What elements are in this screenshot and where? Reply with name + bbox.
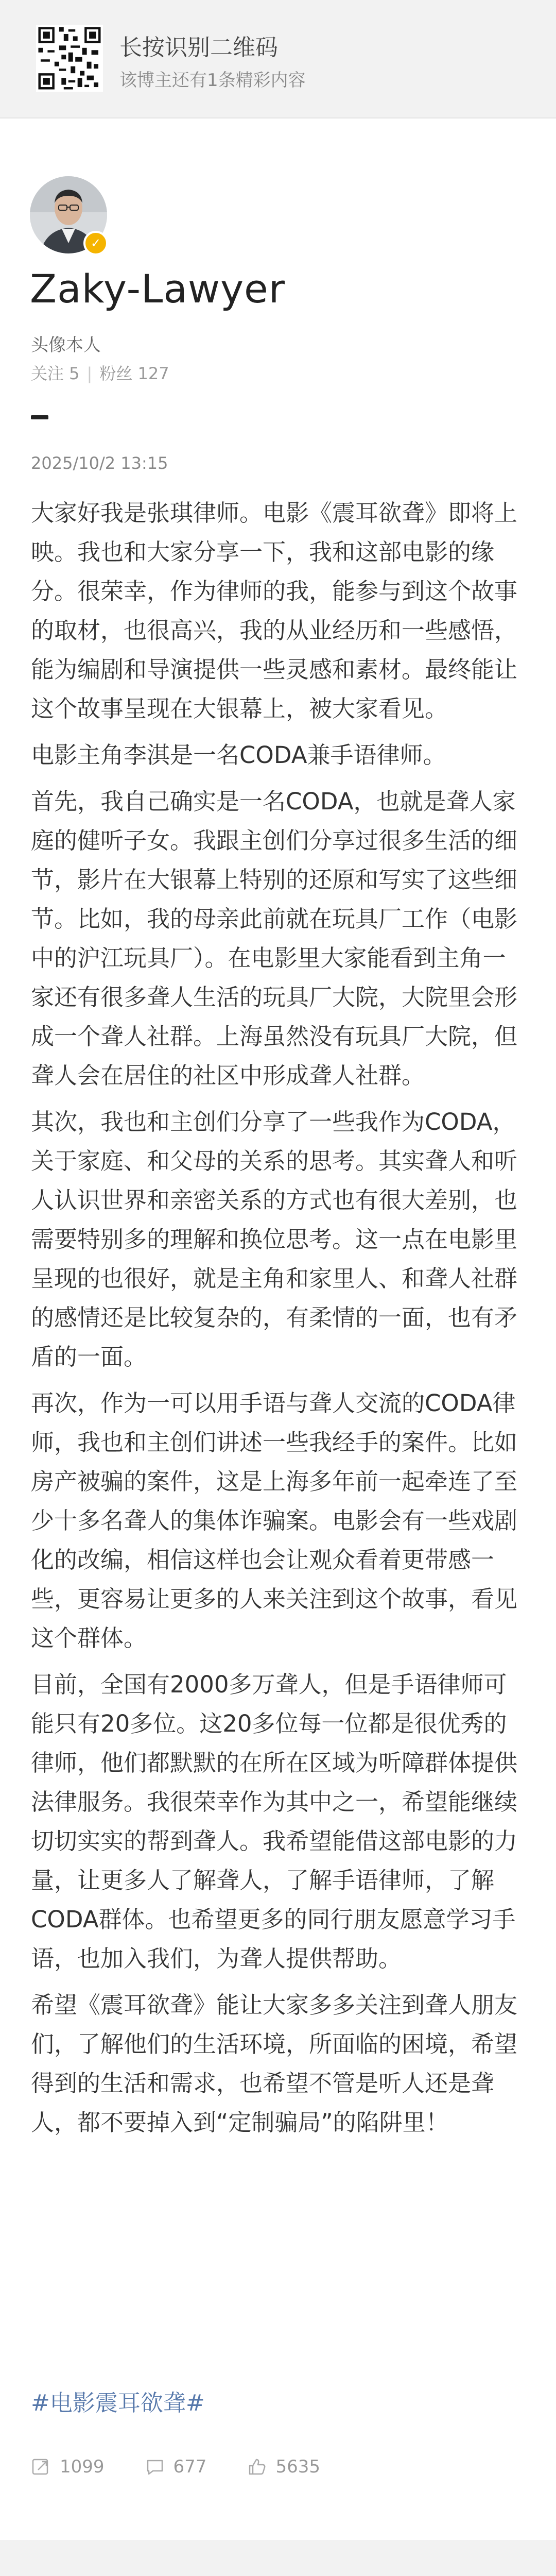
paragraph: 电影主角李淇是一名CODA兼手语律师。 — [31, 741, 446, 769]
like-button[interactable] — [247, 2456, 320, 2477]
post-card — [0, 118, 556, 2540]
username[interactable]: Zaky-Lawyer — [30, 266, 286, 312]
paragraph: 再次，作为一可以用手语与聋人交流的CODA律师，我也和主创们讲述一些我经手的案件。比如房产被骗的案件，这是上海多年前一起牵连了至少十多名聋人的集体诈骗案。电影会有一些戏剧化的改编，相信这样也会让观众看着更带感一些，更容易让更多的人来关注到这个故事，看见这个群体。 — [31, 1389, 518, 1652]
stats-separator: | — [86, 364, 93, 383]
qr-code-icon — [36, 25, 103, 92]
banner-subtitle: 该博主还有1条精彩内容 — [119, 70, 306, 91]
repost-icon — [31, 2456, 51, 2477]
follow-count[interactable]: 关注 5 — [31, 364, 80, 383]
paragraph: 首先，我自己确实是一名CODA，也就是聋人家庭的健听子女。我跟主创们分享过很多生活的细节，影片在大银幕上特别的还原和写实了这些细节。比如，我的母亲此前就在玩具厂工作（电影中的沪江玩具厂）。在电影里大家能看到主角一家还有很多聋人生活的玩具厂大院，大院里会形成一个聋人社群。上海虽然没有玩具厂大院，但聋人会在居住的社区中形成聋人社群。 — [31, 788, 518, 1089]
qr-banner[interactable] — [0, 0, 556, 118]
paragraph: 目前，全国有2000多万聋人，但是手语律师可能只有20多位。这20多位每一位都是很优秀的律师，他们都默默的在所在区域为听障群体提供法律服务。我很荣幸作为其中之一，希望能继续切切实实的帮到聋人。我希望能借这部电影的力量，让更多人了解聋人，了解手语律师，了解CODA群体。也希望更多的同行朋友愿意学习手语，也加入我们，为聋人提供帮助。 — [31, 1671, 518, 1972]
bio: 头像本人 — [31, 335, 101, 355]
comment-button[interactable] — [145, 2456, 207, 2477]
hashtag-link[interactable]: #电影震耳欲聋# — [31, 2390, 205, 2416]
profile-stats — [31, 361, 169, 384]
repost-button[interactable] — [31, 2456, 105, 2477]
paragraph: 大家好我是张琪律师。电影《震耳欲聋》即将上映。我也和大家分享一下，我和这部电影的缘分。很荣幸，作为律师的我，能参与到这个故事的取材，也很高兴，我的从业经历和一些感悟，能为编剧和导演提供一些灵感和素材。最终能让这个故事呈现在大银幕上，被大家看见。 — [31, 499, 518, 722]
footer-qr-section — [0, 2540, 556, 2576]
verified-badge-icon: ✓ — [83, 231, 108, 256]
fans-count[interactable]: 粉丝 127 — [99, 364, 169, 383]
divider-dash — [31, 415, 48, 419]
paragraph: 其次，我也和主创们分享了一些我作为CODA，关于家庭、和父母的关系的思考。其实聋人和听人认识世界和亲密关系的方式也有很大差别，也需要特别多的理解和换位思考。这一点在电影里呈现的也很好，就是主角和家里人、和聋人社群的感情还是比较复杂的，有柔情的一面，也有矛盾的一面。 — [31, 1108, 518, 1370]
post-date: 2025/10/2 13:15 — [31, 453, 168, 473]
like-icon — [247, 2456, 267, 2477]
post-body — [31, 494, 528, 2149]
comment-count: 677 — [173, 2456, 207, 2477]
paragraph: 希望《震耳欲聋》能让大家多多关注到聋人朋友们，了解他们的生活环境，所面临的困境，希望得到的生活和需求，也希望不管是听人还是聋人，都不要掉入到“定制骗局”的陷阱里！ — [31, 1991, 518, 2136]
like-count: 5635 — [275, 2456, 320, 2477]
comment-icon — [145, 2456, 165, 2477]
repost-count: 1099 — [60, 2456, 105, 2477]
banner-title: 长按识别二维码 — [119, 35, 278, 61]
action-bar — [31, 2456, 360, 2477]
